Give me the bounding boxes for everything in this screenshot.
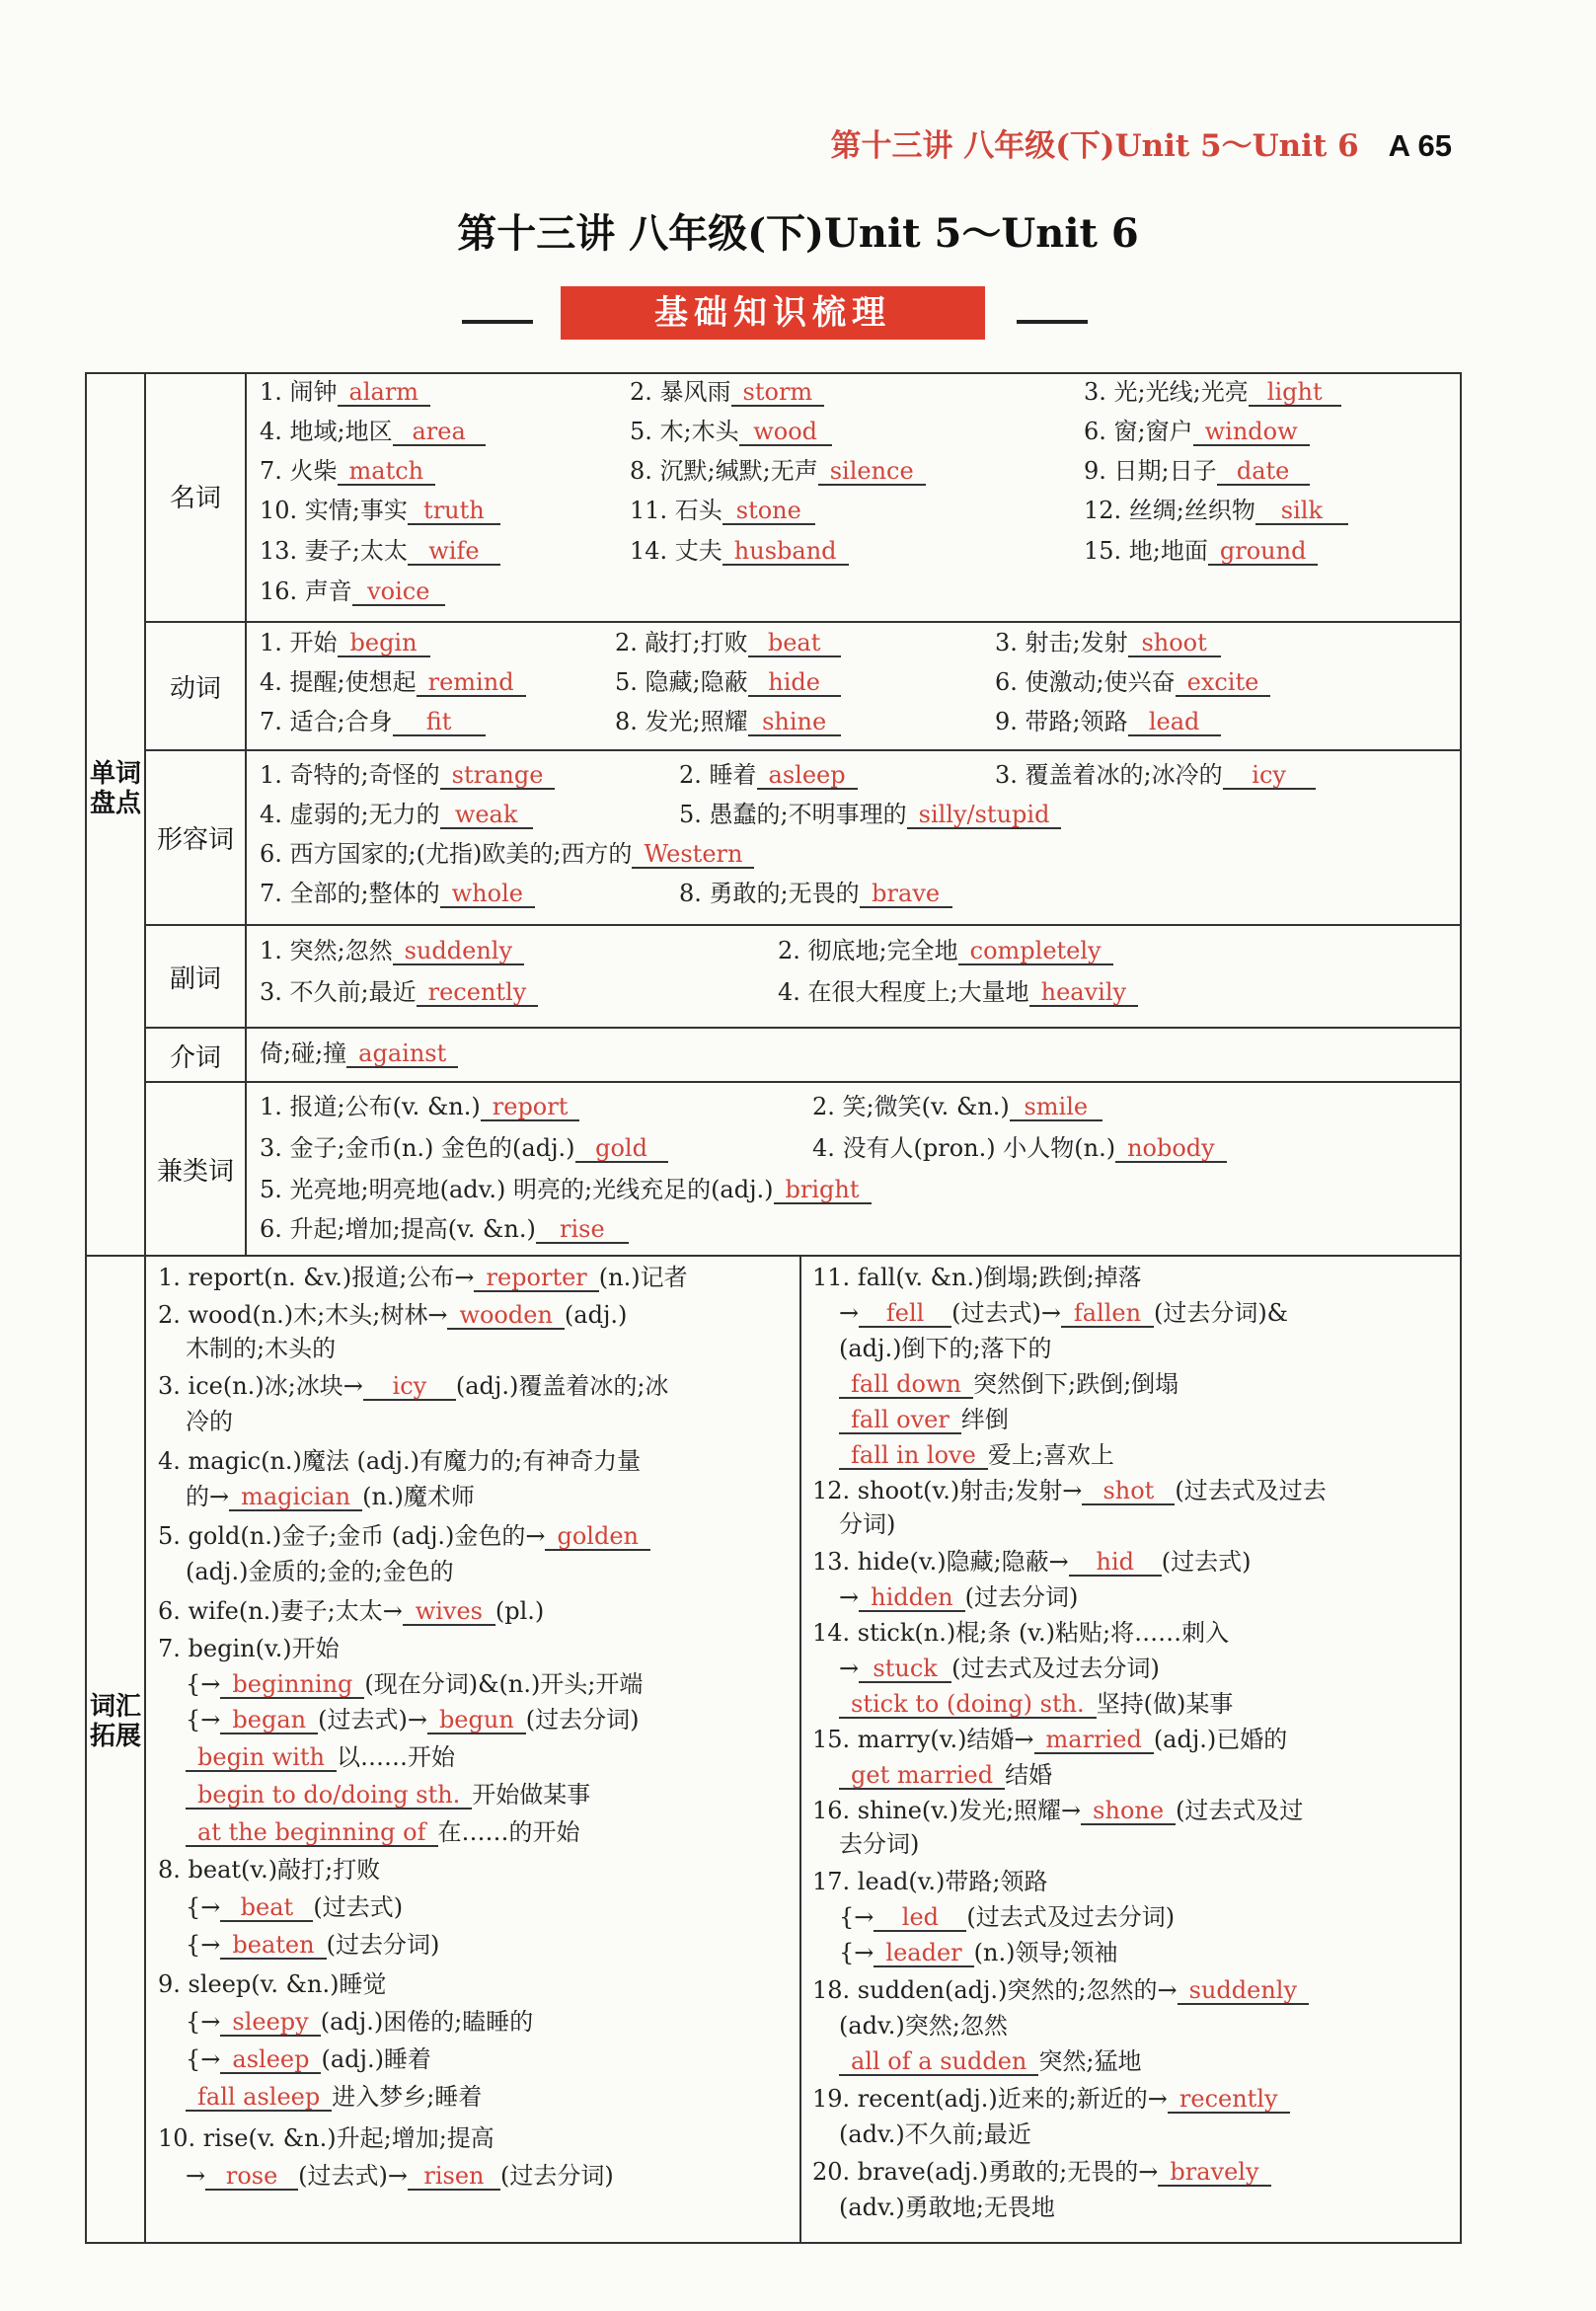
expansion-line: 6. wife(n.)妻子;太太→ wives (pl.) (158, 1597, 545, 1625)
expansion-line: {→ leader (n.)领导;领袖 (839, 1939, 1118, 1966)
expansion-line: 的→ magician (n.)魔术师 (186, 1483, 475, 1510)
expansion-line: at the beginning of 在……的开始 (186, 1817, 580, 1847)
expansion-line: 18. sudden(adj.)突然的;忽然的→ suddenly (812, 1975, 1309, 2005)
category-multi: 兼类词 (156, 1157, 234, 1187)
expansion-line: 4. magic(n.)魔法 (adj.)有魔力的;有神奇力量 (158, 1447, 642, 1475)
expansion-line: 13. hide(v.)隐藏;隐蔽→ hid (过去式) (812, 1548, 1252, 1576)
verb-item: 3. 射击;发射 shoot (995, 627, 1221, 658)
section-label-word-inventory: 单词盘点 (89, 759, 141, 818)
noun-item: 11. 石头 stone (630, 495, 815, 526)
category-prep: 介词 (169, 1043, 221, 1073)
expansion-line: fall down 突然倒下;跌倒;倒塌 (839, 1369, 1178, 1399)
expansion-line: 1. report(n. &v.)报道;公布→ reporter (n.)记者 (158, 1264, 688, 1291)
expansion-line: {→ asleep (adj.)睡着 (186, 2045, 431, 2073)
adj-item: 2. 睡着 asleep (679, 759, 858, 791)
expansion-line: 15. marry(v.)结婚→ married (adj.)已婚的 (812, 1726, 1288, 1753)
noun-item: 6. 窗;窗户 window (1084, 416, 1310, 447)
expansion-line: → hidden (过去分词) (839, 1583, 1079, 1611)
adj-item: 3. 覆盖着冰的;冰冷的 icy (995, 759, 1316, 791)
adv-item: 4. 在很大程度上;大量地 heavily (778, 976, 1138, 1008)
adj-item: 5. 愚蠢的;不明事理的 silly/stupid (679, 799, 1061, 830)
category-adv: 副词 (169, 964, 221, 994)
verb-item: 9. 带路;领路 lead (995, 706, 1221, 737)
verb-item: 8. 发光;照耀 shine (615, 706, 841, 737)
verb-item: 4. 提醒;使想起 remind (260, 666, 526, 698)
noun-item: 3. 光;光线;光亮 light (1084, 376, 1341, 408)
expansion-line: 19. recent(adj.)近来的;新近的→ recently (812, 2084, 1290, 2114)
expansion-line: begin with 以……开始 (186, 1742, 455, 1772)
expansion-line: 分词) (839, 1510, 896, 1538)
banner-dash-left (462, 320, 533, 324)
verb-item: 1. 开始 begin (260, 627, 430, 658)
expansion-line: 20. brave(adj.)勇敢的;无畏的→ bravely (812, 2157, 1271, 2187)
section-banner: 基础知识梳理 (561, 286, 985, 340)
banner-dash-right (1017, 320, 1088, 324)
expansion-line: 3. ice(n.)冰;冰块→ icy (adj.)覆盖着冰的;冰 (158, 1372, 669, 1400)
noun-item: 13. 妻子;太太 wife (260, 535, 500, 567)
expansion-line: 11. fall(v. &n.)倒塌;跌倒;掉落 (812, 1264, 1142, 1291)
expansion-line: → fell (过去式)→ fallen (过去分词)& (839, 1299, 1289, 1327)
expansion-line: {→ sleepy (adj.)困倦的;瞌睡的 (186, 2008, 534, 2036)
noun-item: 4. 地域;地区 area (260, 416, 486, 447)
expansion-line: 8. beat(v.)敲打;打败 (158, 1856, 381, 1884)
expansion-line: 7. begin(v.)开始 (158, 1635, 340, 1662)
expansion-line: 12. shoot(v.)射击;发射→ shot (过去式及过去 (812, 1477, 1327, 1504)
prep-item: 倚;碰;撞 against (260, 1038, 458, 1069)
expansion-line: (adv.)突然;忽然 (839, 2012, 1008, 2040)
expansion-line: (adj.)金质的;金的;金色的 (186, 1558, 454, 1585)
running-title: 第十三讲 八年级(下)Unit 5～Unit 6 (830, 128, 1359, 164)
noun-item: 16. 声音 voice (260, 576, 445, 607)
category-adj: 形容词 (156, 825, 234, 855)
expansion-line: 10. rise(v. &n.)升起;增加;提高 (158, 2124, 494, 2152)
adj-item: 4. 虚弱的;无力的 weak (260, 799, 533, 830)
expansion-line: stick to (doing) sth. 坚持(做)某事 (839, 1689, 1233, 1719)
expansion-line: fall in love 爱上;喜欢上 (839, 1440, 1114, 1470)
expansion-line: all of a sudden 突然;猛地 (839, 2046, 1141, 2076)
expansion-line: 17. lead(v.)带路;领路 (812, 1868, 1048, 1895)
adv-item: 3. 不久前;最近 recently (260, 976, 538, 1008)
verb-item: 6. 使激动;使兴奋 excite (995, 666, 1270, 698)
expansion-line: fall asleep 进入梦乡;睡着 (186, 2082, 482, 2112)
noun-item: 2. 暴风雨 storm (630, 376, 824, 408)
adj-item: 8. 勇敢的;无畏的 brave (679, 878, 952, 909)
noun-item: 10. 实情;事实 truth (260, 495, 500, 526)
verb-item: 5. 隐藏;隐蔽 hide (615, 666, 841, 698)
content-table (85, 372, 1462, 2244)
expansion-line: get married 结婚 (839, 1760, 1052, 1790)
multi-item: 1. 报道;公布(v. &n.) report (260, 1091, 579, 1122)
adv-item: 1. 突然;忽然 suddenly (260, 935, 524, 966)
expansion-line: 16. shine(v.)发光;照耀→ shone (过去式及过 (812, 1797, 1304, 1824)
noun-item: 15. 地;地面 ground (1084, 535, 1318, 567)
expansion-line: {→ began (过去式)→ begun (过去分词) (186, 1706, 640, 1733)
noun-item: 7. 火柴 match (260, 455, 435, 487)
multi-item: 6. 升起;增加;提高(v. &n.) rise (260, 1213, 629, 1245)
page-number: A 65 (1388, 128, 1452, 163)
expansion-line: {→ beat (过去式) (186, 1893, 404, 1921)
noun-item: 1. 闹钟 alarm (260, 376, 430, 408)
multi-item: 5. 光亮地;明亮地(adv.) 明亮的;光线充足的(adj.) bright (260, 1174, 872, 1205)
expansion-line: (adv.)不久前;最近 (839, 2120, 1031, 2148)
expansion-line: {→ led (过去式及过去分词) (839, 1903, 1176, 1931)
expansion-line: 木制的;木头的 (186, 1335, 337, 1362)
expansion-line: {→ beginning (现在分词)&(n.)开头;开端 (186, 1670, 644, 1698)
noun-item: 5. 木;木头 wood (630, 416, 832, 447)
noun-item: 12. 丝绸;丝织物 silk (1084, 495, 1348, 526)
category-noun: 名词 (169, 484, 221, 513)
expansion-line: 5. gold(n.)金子;金币 (adj.)金色的→ golden (158, 1521, 650, 1551)
expansion-line: begin to do/doing sth. 开始做某事 (186, 1780, 590, 1810)
adj-item: 1. 奇特的;奇怪的 strange (260, 759, 555, 791)
expansion-line: (adj.)倒下的;落下的 (839, 1335, 1052, 1362)
noun-item: 9. 日期;日子 date (1084, 455, 1310, 487)
noun-item: 14. 丈夫 husband (630, 535, 849, 567)
expansion-line: 去分词) (839, 1830, 920, 1858)
expansion-line: 冷的 (186, 1408, 233, 1435)
page-title: 第十三讲 八年级(下)Unit 5～Unit 6 (457, 210, 1139, 257)
running-header (830, 120, 1452, 165)
expansion-line: (adv.)勇敢地;无畏地 (839, 2194, 1055, 2221)
multi-item: 2. 笑;微笑(v. &n.) smile (812, 1091, 1102, 1122)
verb-item: 7. 适合;合身 fit (260, 706, 486, 737)
adv-item: 2. 彻底地;完全地 completely (778, 935, 1113, 966)
expansion-line: → stuck (过去式及过去分词) (839, 1655, 1160, 1682)
noun-item: 8. 沉默;缄默;无声 silence (630, 455, 926, 487)
verb-item: 2. 敲打;打败 beat (615, 627, 841, 658)
expansion-line: fall over 绊倒 (839, 1405, 1009, 1434)
expansion-line: → rose (过去式)→ risen (过去分词) (186, 2162, 614, 2190)
expansion-line: 14. stick(n.)棍;条 (v.)粘贴;将……刺入 (812, 1619, 1230, 1647)
section-label-vocab-expansion: 词汇拓展 (89, 1692, 141, 1751)
expansion-line: {→ beaten (过去分词) (186, 1931, 440, 1959)
category-verb: 动词 (169, 674, 221, 704)
multi-item: 4. 没有人(pron.) 小人物(n.) nobody (812, 1132, 1227, 1164)
expansion-line: 9. sleep(v. &n.)睡觉 (158, 1970, 387, 1998)
multi-item: 3. 金子;金币(n.) 金色的(adj.) gold (260, 1132, 668, 1164)
expansion-line: 2. wood(n.)木;木头;树林→ wooden (adj.) (158, 1301, 628, 1329)
adj-item: 7. 全部的;整体的 whole (260, 878, 535, 909)
adj-item: 6. 西方国家的;(尤指)欧美的;西方的 Western (260, 838, 754, 870)
